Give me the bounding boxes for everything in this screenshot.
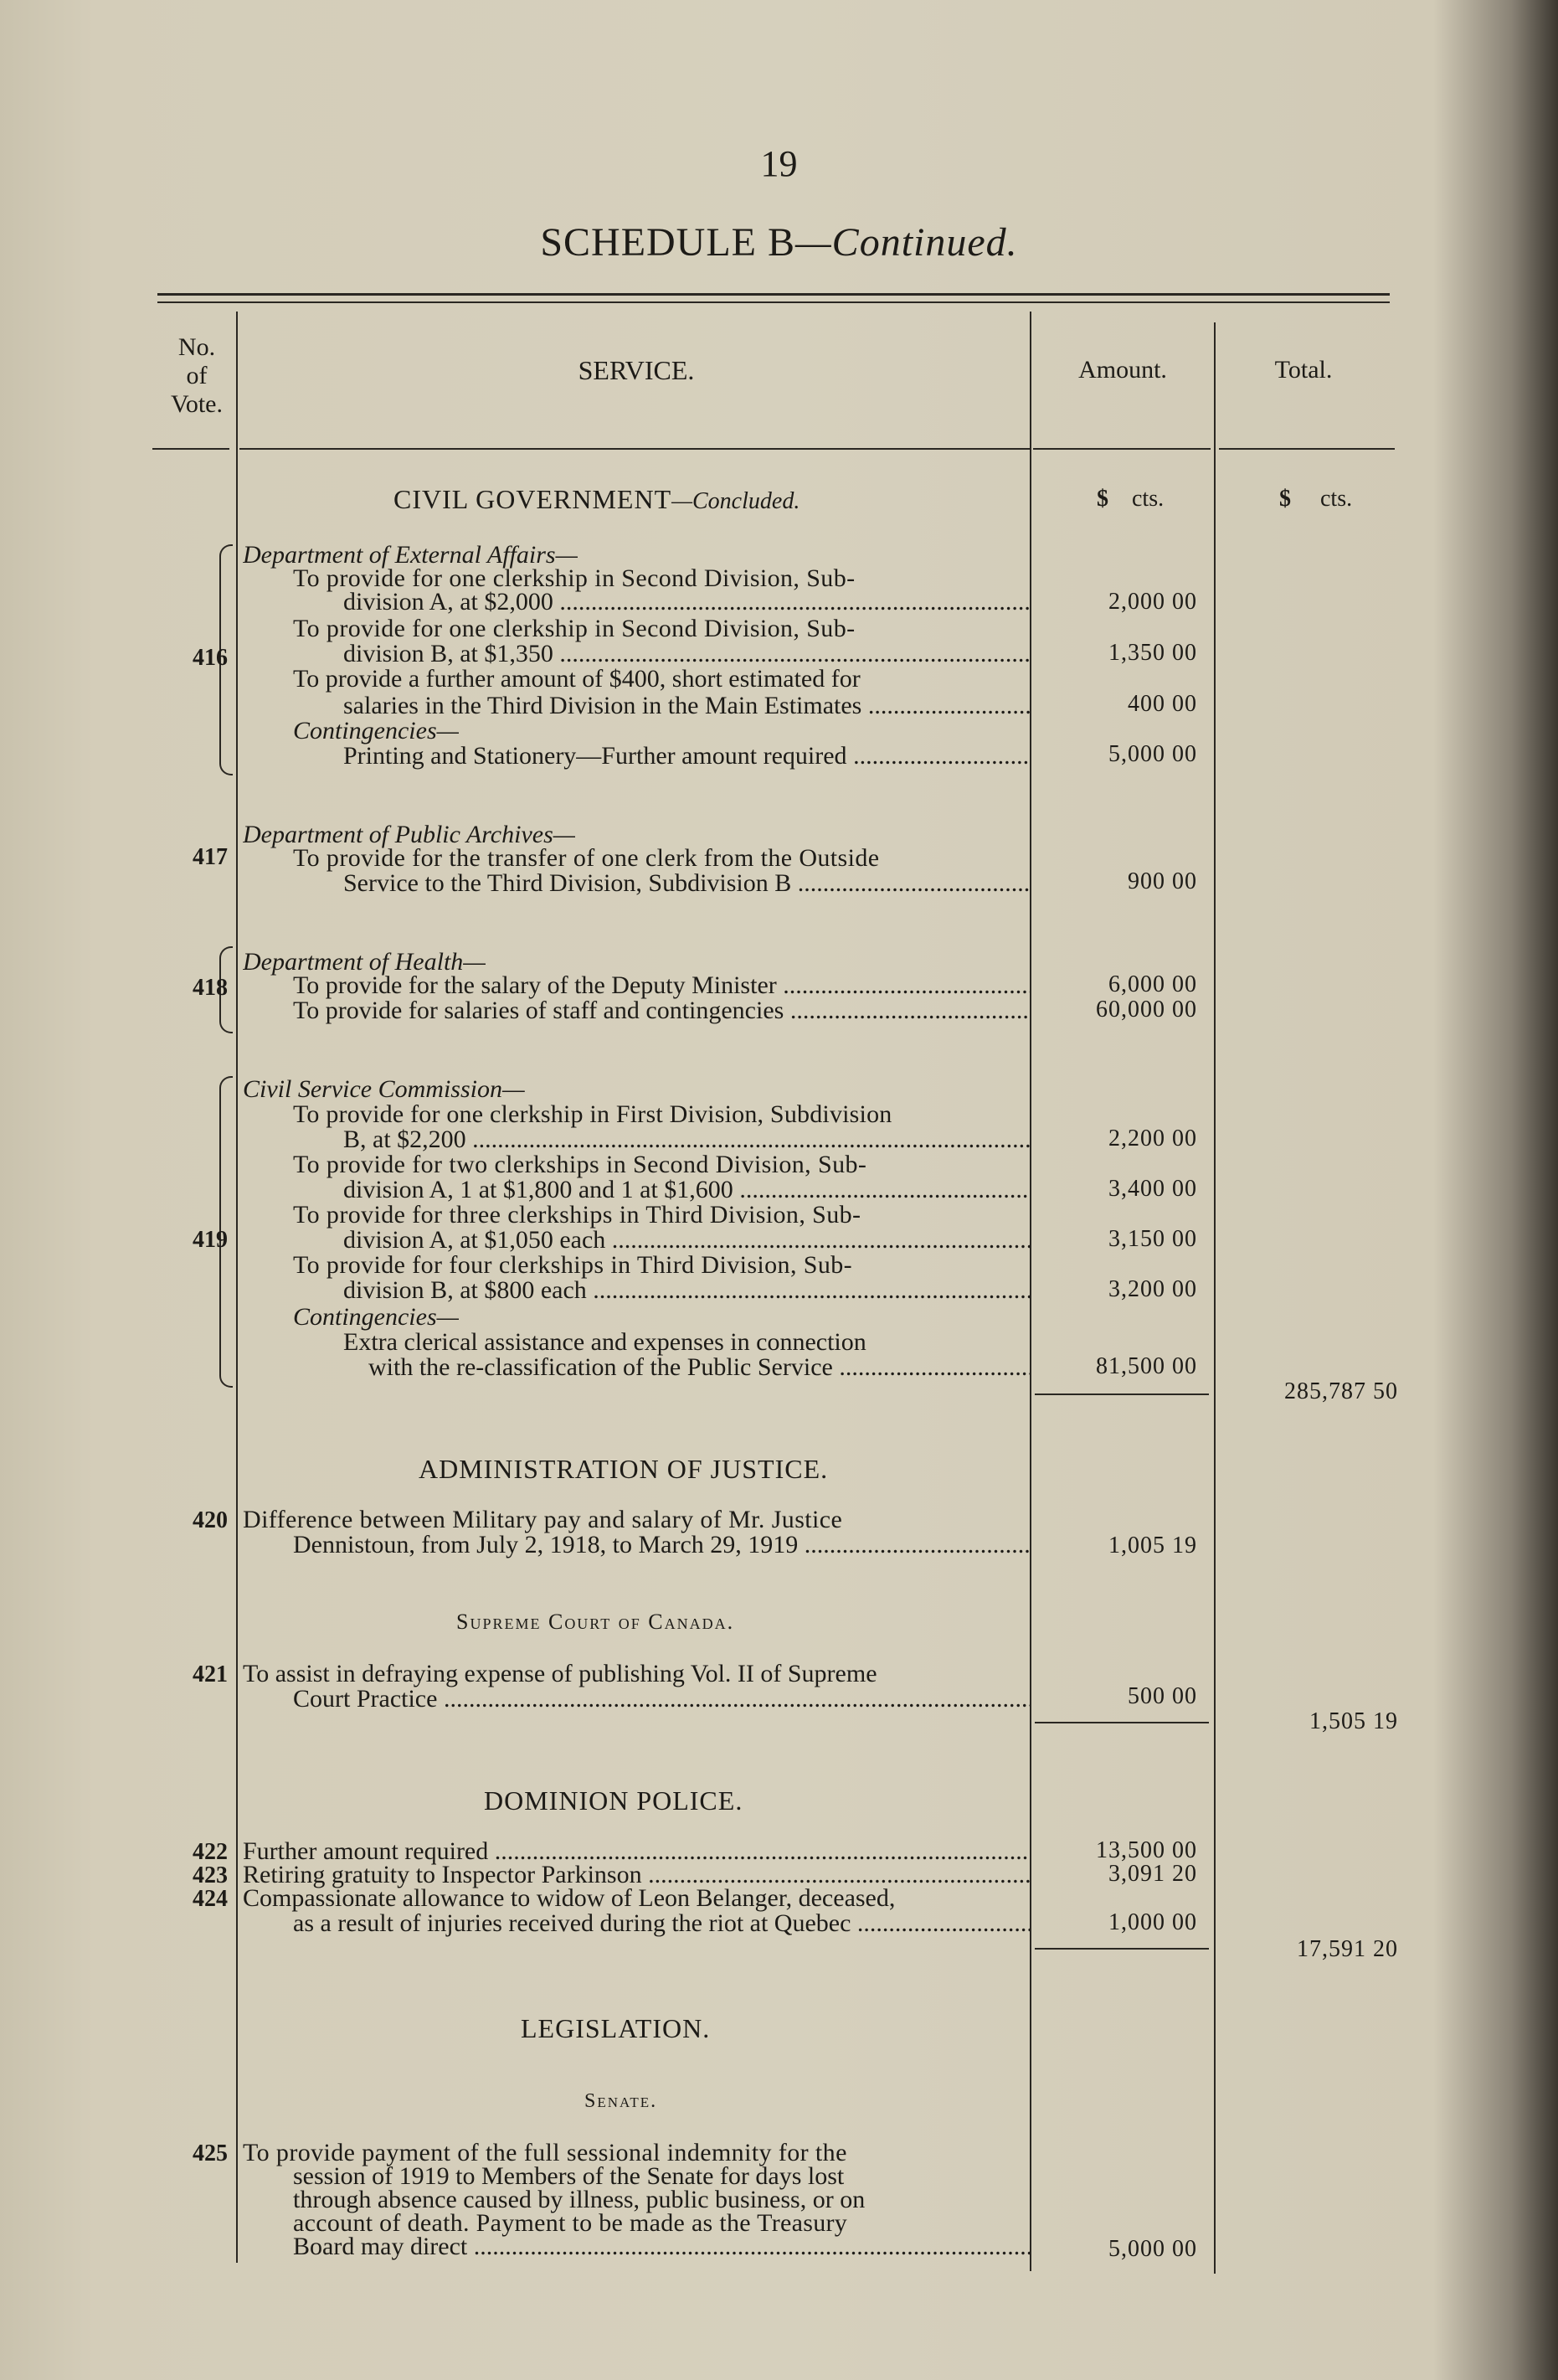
vote-424-amount-1: 1,000 00 xyxy=(1108,1909,1197,1935)
vote-417-heading: Department of Public Archives— xyxy=(243,821,576,848)
vote-419-line-7: To provide for four clerkships in Third Division, Sub- xyxy=(293,1251,853,1279)
vote-424-number: 424 xyxy=(193,1886,228,1912)
vote-417-line-1: To provide for the transfer of one clerk from the Outside xyxy=(293,844,880,872)
vote-423-line-1: Retiring gratuity to Inspector Parkinson ..... xyxy=(243,1861,1030,1889)
schedule-subtitle: —Continued. xyxy=(795,220,1018,265)
header-service: SERVICE. xyxy=(578,355,695,385)
total-civil-government: 285,787 50 xyxy=(1284,1378,1398,1404)
vote-417-number: 417 xyxy=(193,844,228,870)
vote-418-number: 418 xyxy=(193,975,228,1001)
vote-425-line-1: To provide payment of the full sessional indemnity for the xyxy=(243,2139,847,2166)
top-rule-1 xyxy=(157,293,1390,296)
vote-421-amount-1: 500 00 xyxy=(1128,1683,1197,1709)
vote-419-line-8: division B, at $800 each ..... xyxy=(343,1276,1030,1305)
section-senate: Senate. xyxy=(584,2090,658,2112)
vote-421-number: 421 xyxy=(193,1661,228,1687)
vote-418-amount-1: 6,000 00 xyxy=(1108,971,1197,997)
vote-416-number: 416 xyxy=(193,645,228,671)
vote-424-line-2: as a result of injuries received during the riot at Quebec ..... xyxy=(293,1909,1030,1938)
vote-416-line-6: salaries in the Third Division in the Main Estimates ..... xyxy=(343,692,1030,720)
header-rule-total xyxy=(1219,448,1395,450)
header-vote-no: No. of Vote. xyxy=(171,333,223,418)
vote-416-amount-3: 400 00 xyxy=(1128,691,1197,717)
vote-420-line-1: Difference between Military pay and salary of Mr. Justice xyxy=(243,1506,843,1533)
vote-422-number: 422 xyxy=(193,1839,228,1865)
vote-423-number: 423 xyxy=(193,1862,228,1888)
top-rule-2 xyxy=(157,301,1390,303)
vote-419-heading: Civil Service Commission— xyxy=(243,1075,525,1103)
vote-416-line-3: To provide for one clerkship in Second Division, Sub- xyxy=(293,615,856,642)
vote-416-amount-4: 5,000 00 xyxy=(1108,741,1197,767)
vote-419-number: 419 xyxy=(193,1227,228,1253)
header-total: Total. xyxy=(1274,356,1333,384)
vote-422-amount-1: 13,500 00 xyxy=(1096,1837,1197,1863)
vote-418-amount-2: 60,000 00 xyxy=(1096,997,1197,1023)
vote-416-line-8: Printing and Stationery—Further amount required ..... xyxy=(343,742,1030,770)
vote-418-heading: Department of Health— xyxy=(243,948,486,976)
header-rule-service xyxy=(239,448,1031,450)
vote-423-amount-1: 3,091 20 xyxy=(1108,1861,1197,1887)
vote-419-line-1: To provide for one clerkship in First Division, Subdivision xyxy=(293,1100,892,1128)
total-dominion-police: 17,591 20 xyxy=(1297,1936,1398,1962)
subtotal-rule-police xyxy=(1035,1948,1209,1950)
vote-419-line-10: Extra clerical assistance and expenses in connection xyxy=(343,1328,866,1356)
vote-419-contingencies: Contingencies— xyxy=(293,1303,460,1331)
vote-425-line-4: account of death. Payment to be made as the Treasury xyxy=(293,2209,848,2237)
vote-419-amount-3: 3,150 00 xyxy=(1108,1226,1197,1252)
vote-419-line-11: with the re-classification of the Public Service ..... xyxy=(368,1353,1030,1382)
subtotal-rule-civil xyxy=(1035,1393,1209,1395)
vote-416-line-1: To provide for one clerkship in Second Division, Sub- xyxy=(293,564,856,592)
vote-421-line-1: To assist in defraying expense of publishing Vol. II of Supreme xyxy=(243,1660,877,1687)
header-amount: Amount. xyxy=(1078,356,1167,384)
vote-419-amount-2: 3,400 00 xyxy=(1108,1176,1197,1202)
section-administration-of-justice: ADMINISTRATION OF JUSTICE. xyxy=(419,1454,829,1484)
header-rule-vote xyxy=(152,448,229,450)
column-line-vote xyxy=(236,312,238,2263)
total-administration-of-justice: 1,505 19 xyxy=(1309,1708,1398,1734)
section-civil-government: CIVIL GOVERNMENT—Concluded. xyxy=(393,484,800,514)
vote-416-amount-1: 2,000 00 xyxy=(1108,589,1197,615)
vote-418-line-1: To provide for the salary of the Deputy Minister ..... xyxy=(293,971,1030,1000)
vote-416-line-4: division B, at $1,350 ..... xyxy=(343,640,1030,668)
vote-425-line-3: through absence caused by illness, public business, or on xyxy=(293,2186,866,2213)
section-dominion-police: DOMINION POLICE. xyxy=(484,1785,743,1816)
column-line-total xyxy=(1214,322,1216,2274)
vote-418-line-2: To provide for salaries of staff and contingencies ..... xyxy=(293,997,1030,1025)
vote-425-line-5: Board may direct ..... xyxy=(293,2233,1030,2261)
vote-425-number: 425 xyxy=(193,2140,228,2166)
vote-420-number: 420 xyxy=(193,1507,228,1533)
section-legislation: LEGISLATION. xyxy=(521,2013,711,2043)
page-number: 19 xyxy=(760,143,798,184)
vote-416-line-5: To provide a further amount of $400, short estimated for xyxy=(293,665,861,693)
subtotal-rule-justice xyxy=(1035,1722,1209,1723)
vote-416-heading: Department of External Affairs— xyxy=(243,541,578,569)
vote-419-amount-5: 81,500 00 xyxy=(1096,1353,1197,1379)
vote-419-line-3: To provide for two clerkships in Second Division, Sub- xyxy=(293,1151,867,1178)
vote-419-amount-4: 3,200 00 xyxy=(1108,1276,1197,1302)
vote-421-line-2: Court Practice ..... xyxy=(293,1685,1030,1713)
vote-419-line-4: division A, 1 at $1,800 and 1 at $1,600 ..... xyxy=(343,1176,1030,1204)
schedule-title: SCHEDULE B—Continued. xyxy=(540,220,1018,265)
vote-419-line-6: division A, at $1,050 each ..... xyxy=(343,1226,1030,1254)
vote-417-amount-1: 900 00 xyxy=(1128,868,1197,894)
vote-424-line-1: Compassionate allowance to widow of Leon Belanger, deceased, xyxy=(243,1884,896,1912)
vote-419-amount-1: 2,200 00 xyxy=(1108,1126,1197,1151)
vote-425-line-2: session of 1919 to Members of the Senate for days lost xyxy=(293,2162,845,2190)
vote-416-contingencies: Contingencies— xyxy=(293,717,460,744)
vote-419-line-2: B, at $2,200 ..... xyxy=(343,1126,1030,1154)
vote-416-line-2: division A, at $2,000 ..... xyxy=(343,588,1030,616)
section-supreme-court: Supreme Court of Canada. xyxy=(456,1610,735,1634)
vote-420-amount-1: 1,005 19 xyxy=(1108,1533,1197,1558)
amount-currency: $ cts. xyxy=(1097,486,1165,512)
vote-416-amount-2: 1,350 00 xyxy=(1108,640,1197,666)
vote-419-line-5: To provide for three clerkships in Third Division, Sub- xyxy=(293,1201,861,1229)
total-currency: $ cts. xyxy=(1279,486,1353,512)
header-rule-amount xyxy=(1033,448,1211,450)
vote-417-line-2: Service to the Third Division, Subdivision B ..... xyxy=(343,869,1030,898)
vote-420-line-2: Dennistoun, from July 2, 1918, to March 29, 1919 ..... xyxy=(293,1531,1030,1559)
vote-422-line-1: Further amount required ..... xyxy=(243,1837,1030,1866)
vote-425-amount-1: 5,000 00 xyxy=(1108,2236,1197,2262)
